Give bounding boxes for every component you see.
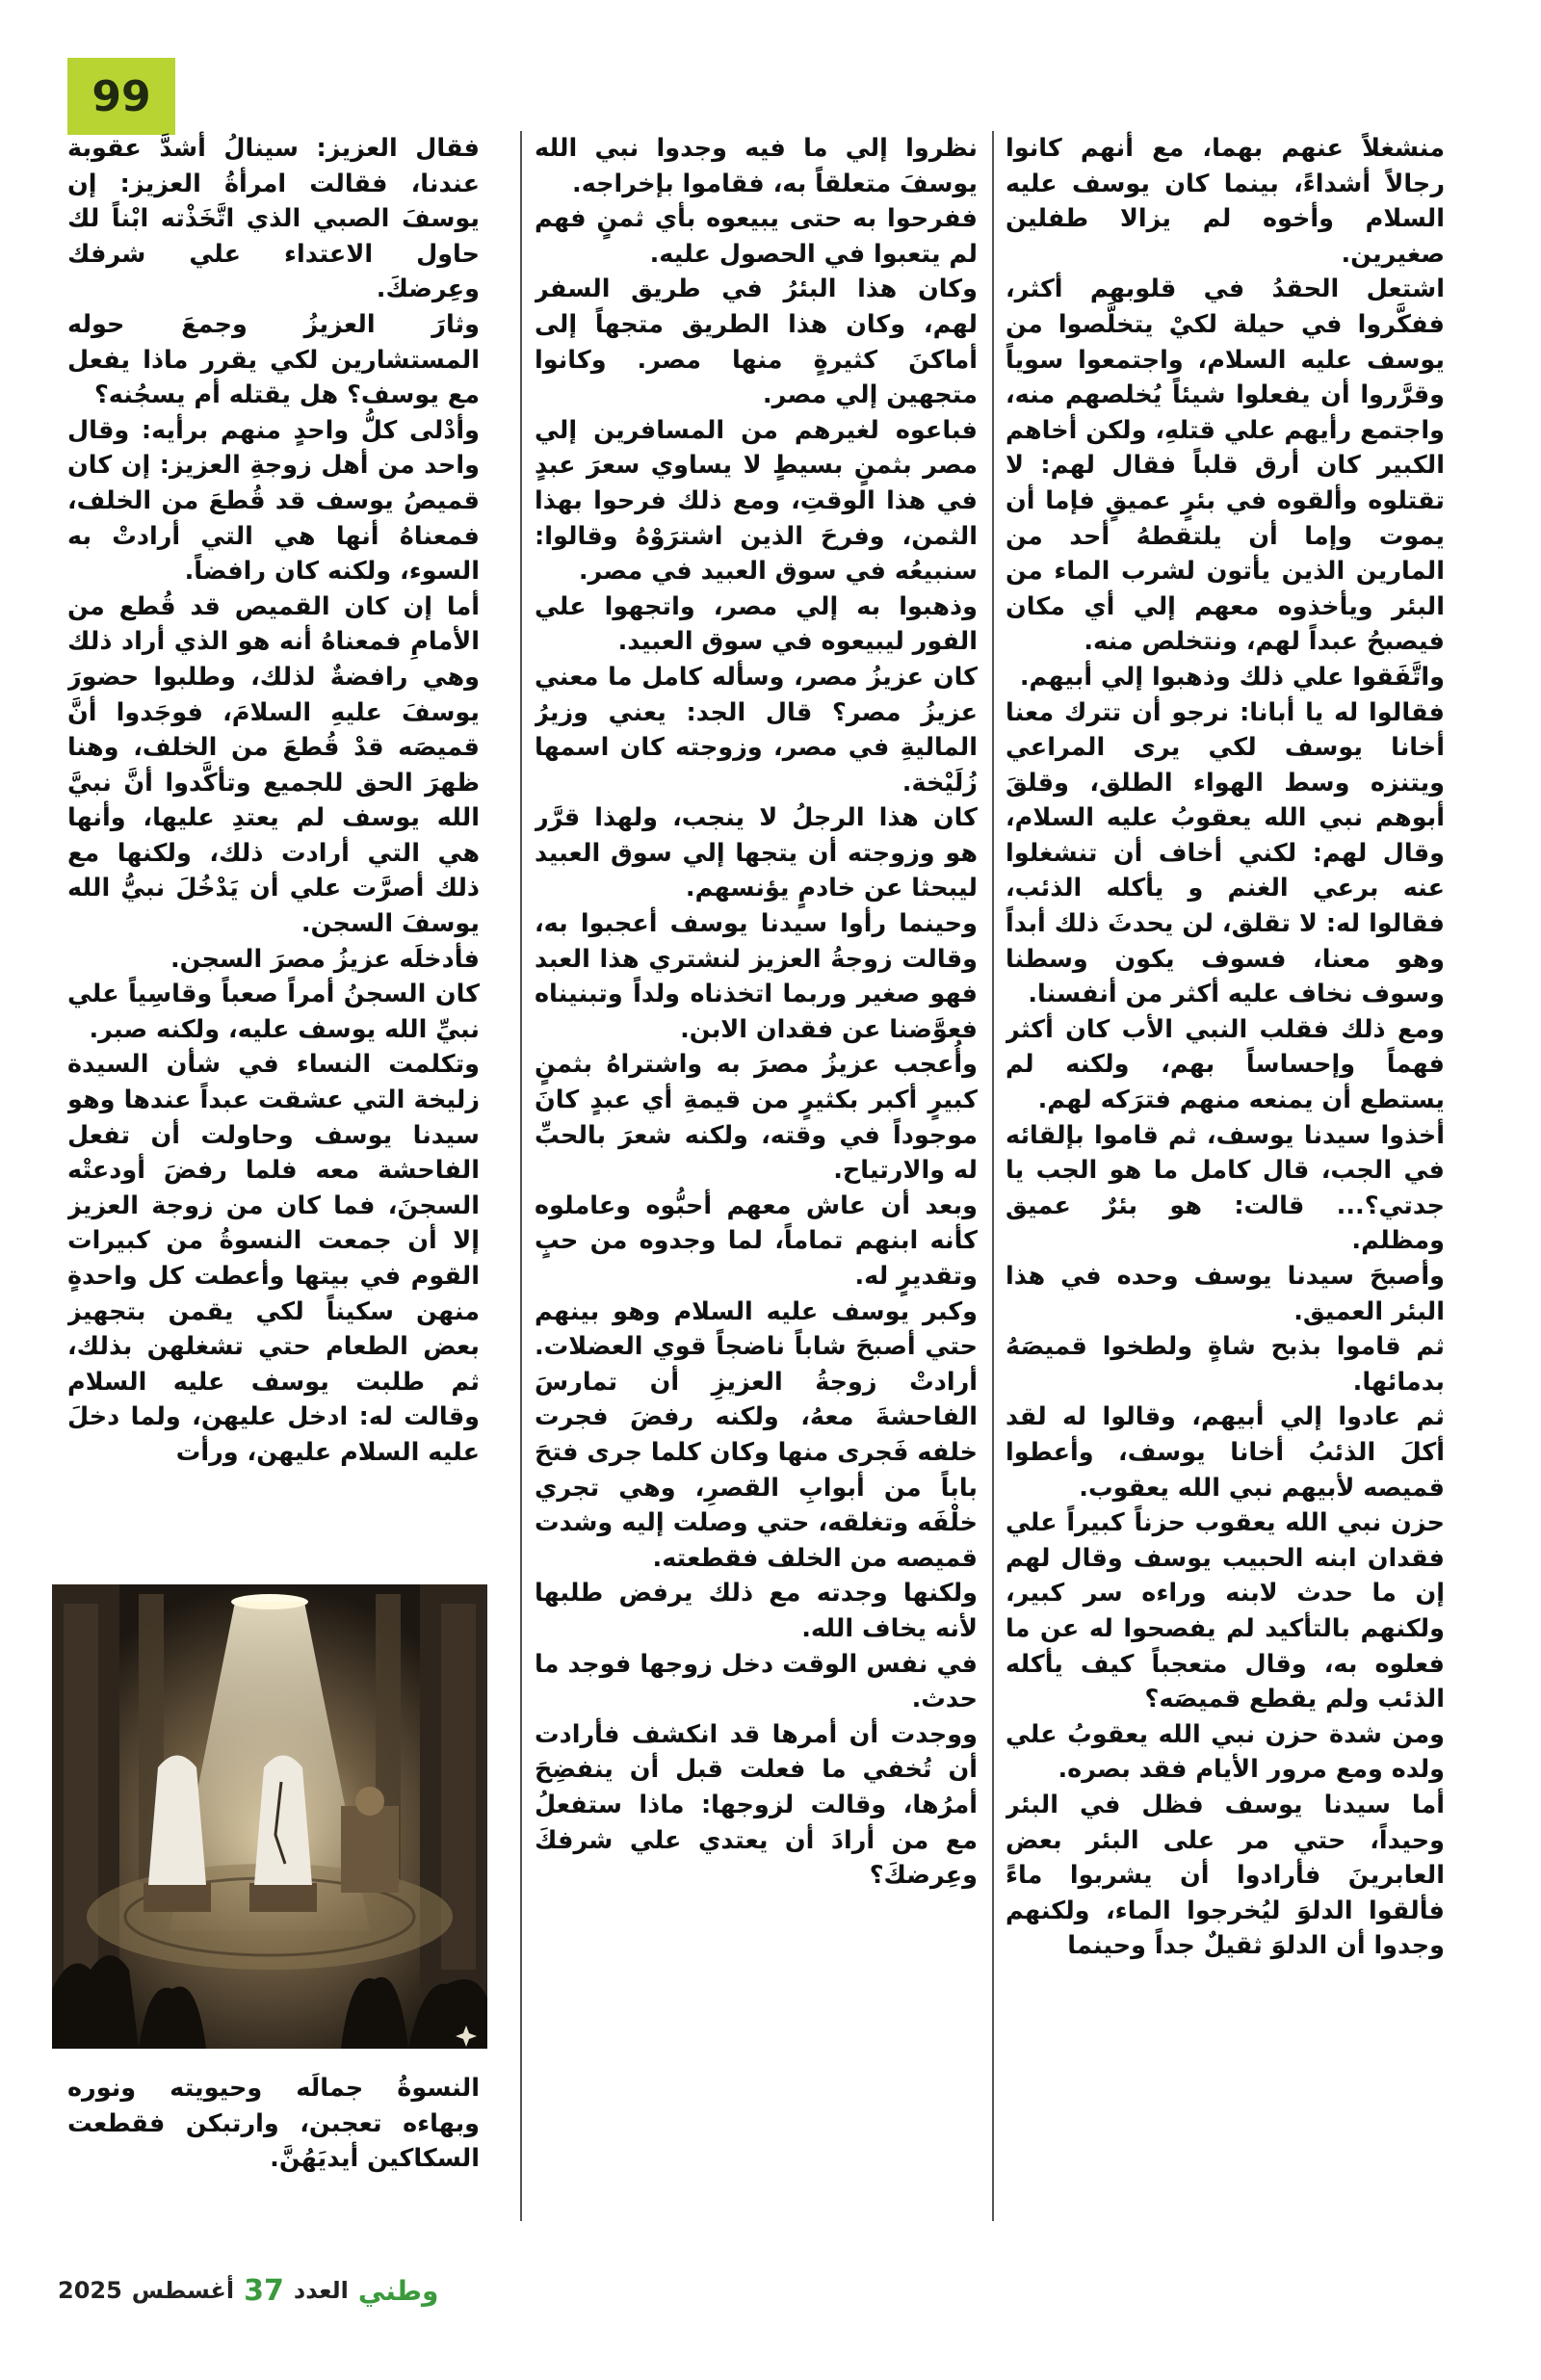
paragraph: كان عزيزُ مصر، وسأله كامل ما معني عزيزُ مصر؟ قال الجد: يعني وزيرُ الماليةِ في مصر، وزوجته كان اسمها زُلَيْخة.	[535, 662, 978, 798]
image-caption	[67, 2071, 480, 2177]
paragraph: واتَّفَقوا علي ذلك وذهبوا إلي أبيهم.	[1019, 662, 1445, 692]
paragraph: وأصبحَ سيدنا يوسف وحده في هذا البئر العميق.	[1006, 1262, 1445, 1326]
page-footer	[58, 2271, 438, 2310]
paragraph: وكان هذا البئرُ في طريق السفر لهم، وكان هذا الطريق متجهاً إلى أماكنَ كثيرةٍ منها مصر. وكانوا متجهين إلي مصر.	[535, 275, 978, 410]
paragraph: وبعد أن عاش معهم أحبُّوه وعاملوه كأنه ابنهم تماماً، لما وجدوه من حبٍ وتقديرٍ له.	[535, 1190, 978, 1291]
paragraph: أما إن كان القميص قد قُطع من الأمامِ فمعناهُ أنه هو الذي أراد ذلك وهي رافضةٌ لذلك، وطلبوا حضورَ يوسفَ عليهِ السلامَ، فوجَدوا أنَّ قميصَه قدْ قُطعَ من الخلف، وهنا ظهرَ الحق للجميع وتأكَّدوا أنَّ نبيَّ الله يوسف لم يعتدِ عليها، وأنها هي التي أرادت ذلك، ولكنها مع ذلك أصرَّت علي أن يَدْخُلَ نبيُّ الله يوسفَ السجن.	[67, 591, 480, 939]
footer-year: 2025	[58, 2277, 122, 2304]
paragraph: نظروا إلي ما فيه وجدوا نبي الله يوسفَ متعلقاً به، فقاموا بإخراجه.	[535, 134, 978, 198]
paragraph: أخذوا سيدنا يوسف، ثم قاموا بإلقائه في الجب، قال كامل ما هو الجب يا جدتي؟... قالت: هو بئرٌ عميق ومظلم.	[1006, 1120, 1445, 1256]
article-column-middle	[535, 131, 978, 2221]
article-column-left	[67, 131, 480, 1682]
paragraph: أما سيدنا يوسف فظل في البئر وحيداً، حتي مر على البئر بعض العابرينَ فأرادوا أن يشربوا ماءً فألقوا الدلوَ ليُخرجوا الماء، ولكنهم وجدوا أن الدلوَ ثقيلٌ جداً وحينما	[1006, 1790, 1445, 1961]
paragraph: فأدخلَه عزيزُ مصرَ السجن.	[170, 944, 480, 974]
illustration-image	[52, 1584, 487, 2049]
caption-text: النسوةُ جمالَه وحيويته ونوره وبهاءه تعجبن، وارتبكن فقطعت السكاكين أيديَهُنَّ.	[67, 2074, 480, 2174]
paragraph: ولكنها وجدته مع ذلك يرفض طلبها لأنه يخاف الله.	[535, 1579, 978, 1643]
paragraph: فقال العزيز: سينالُ أشدَّ عقوبة عندنا، فقالت امرأةُ العزيز: إن يوسفَ الصبي الذي اتَّخَذْته ابْناً لك حاول الاعتداء علي شرفك وعِرضكَ.	[67, 134, 480, 304]
paragraph: ففرحوا به حتى يبيعوه بأي ثمنٍ فهم لم يتعبوا في الحصول عليه.	[535, 204, 978, 269]
paragraph: ثم عادوا إلي أبيهم، وقالوا له لقد أكلَ الذئبُ أخانا يوسف، وأعطوا قميصه لأبيهم نبي الله يعقوب.	[1006, 1402, 1445, 1503]
paragraph: وأدْلى كلُّ واحدٍ منهم برأيه: وقال واحد من أهل زوجةِ العزيز: إن كان قميصُ يوسف قد قُطعَ من الخلف، فمعناهُ أنها هي التي أرادتْ به السوء، ولكنه كان رافضاً.	[67, 415, 480, 587]
paragraph: حزن نبي الله يعقوب حزناً كبيراً علي فقدان ابنه الحبيب يوسف وقال لهم إن ما حدث لابنه وراءه سر كبير، ولكنهم بالتأكيد لم يفصحوا له عن ما فعلوه به، وقال متعجباً كيف يأكله الذئب ولم يقطع قميصَه؟	[1006, 1508, 1445, 1714]
paragraph: كان هذا الرجلُ لا ينجب، ولهذا قرَّر هو وزوجته أن يتجها إلي سوق العبيد ليبحثا عن خادمٍ يؤنسهم.	[535, 803, 978, 903]
footer-logo: وطني	[357, 2274, 439, 2307]
paragraph: كان السجنُ أمراً صعباً وقاسِياً علي نبيِّ الله يوسف عليه، ولكنه صبر.	[67, 980, 480, 1044]
paragraph: وحينما رأوا سيدنا يوسف أعجبوا به، وقالت زوجةُ العزيز لنشتري هذا العبد فهو صغير وربما اتخذناه ولداً وتبنيناه فعوَّضنا عن فقدان الابن.	[535, 909, 978, 1044]
paragraph: ومع ذلك فقلب النبي الأب كان أكثر فهماً وإحساساً بهم، ولكنه لم يستطع أن يمنعه منهم فترَكه لهم.	[1006, 1014, 1445, 1115]
paragraph: فباعوه لغيرهم من المسافرين إلي مصر بثمنٍ بسيطٍ لا يساوي سعرَ عبدٍ في هذا الوقتِ، ومع ذلك فرحوا بهذا الثمن، وفرحَ الذين اشترَوْهُ وقالوا: سنبيعُه في سوق العبيد في مصر.	[535, 415, 978, 587]
page-number: 99	[67, 58, 175, 135]
footer-issue-number: 37	[244, 2273, 284, 2308]
paragraph: وكبر يوسف عليه السلام وهو بينهم حتي أصبحَ شاباً ناضجاً قوي العضلات. أرادتْ زوجةُ العزيزِ أن تمارسَ الفاحشةَ معهُ، ولكنه رفضَ فجرت خلفه فَجرى منها وكان كلما جرى فتحَ باباً من أبوابِ القصرِ، وهي تجري خلْفَه وتغلقه، حتي وصلت إليه وشدت قميصه من الخلف فقطعته.	[535, 1296, 978, 1573]
column-divider	[520, 131, 522, 2221]
paragraph: ثم قاموا بذبح شاةٍ ولطخوا قميصَهُ بدمائها.	[1006, 1332, 1445, 1397]
paragraph: منشغلاً عنهم بهما، مع أنهم كانوا رجالاً أشداءً، بينما كان يوسف عليه السلام وأخوه لم يزالا طفلين صغيرين.	[1006, 134, 1445, 269]
column-divider	[992, 131, 994, 2221]
paragraph: ووجدت أن أمرها قد انكشف فأرادت أن تُخفي ما فعلت قبل أن ينفضِحَ أمرُها، وقالت لزوجها: ماذا ستفعلُ مع من أرادَ أن يعتدي علي شرفكَ وعِرضكَ؟	[535, 1719, 978, 1891]
paragraph: وثارَ العزيزُ وجمعَ حوله المستشارين لكي يقرر ماذا يفعل مع يوسف؟ هل يقتله أم يسجُنه؟	[67, 309, 480, 410]
paragraph: وذهبوا به إلي مصر، واتجهوا علي الفور ليبيعوه في سوق العبيد.	[535, 591, 978, 657]
paragraph: اشتعل الحقدُ في قلوبهم أكثر، ففكَّروا في حيلة لكيْ يتخلَّصوا من يوسف عليه السلام، واجتمعوا سوياً وقرَّروا أن يفعلوا شيئاً يُخلصهم منه، واجتمع رأيهم علي قتلهِ، ولكن أخاهم الكبير كان أرق قلباً فقال لهم: لا تقتلوه وألقوه في بئرٍ عميقٍ فإما أن يموت وإما أن يلتقطهُ أحد من المارين الذين يأتون لشرب الماء من البئر ويأخذوه معهم إلي أي مكان فيصبحُ عبداً لهم، ونتخلص منه.	[1006, 275, 1445, 657]
paragraph: فقالوا له يا أبانا: نرجو أن تترك معنا أخانا يوسف لكي يرى المراعي ويتنزه وسط الهواء الطلق، وقلقَ أبوهم نبي الله يعقوبُ عليه السلام، وقال لهم: لكني أخاف أن تنشغلوا عنه برعي الغنم و يأكله الذئب، فقالوا له: لا تقلق، لن يحدثَ ذلك أبداً وهو معنا، فسوف يكون وسطنا وسوف نخاف عليه أكثر من أنفسنا.	[1006, 697, 1445, 1009]
paragraph: وتكلمت النساء في شأن السيدة زليخة التي عشقت عبداً عندها وهو سيدنا يوسف وحاولت أن تفعل الفاحشة معه فلما رفضَ أودعتْه السجنَ، فما كان من زوجة العزيز إلا أن جمعت النسوةُ من كبيرات القوم في بيتها وأعطت كل واحدةٍ منهن سكيناً لكي يقمن بتجهيز بعض الطعام حتي تشغلهن بذلك، ثم طلبت يوسف عليه السلام وقالت له: ادخل عليهن، ولما دخلَ عليه السلام عليهن، ورأت	[67, 1050, 480, 1467]
paragraph: وأُعجب عزيزُ مصرَ به واشتراهُ بثمنٍ كبيرٍ أكبر بكثيرٍ من قيمةِ أي عبدٍ كانَ موجوداً في وقته، ولكنه شعرَ بالحبِّ له والارتياح.	[535, 1050, 978, 1186]
paragraph: في نفس الوقت دخل زوجها فوجد ما حدث.	[535, 1649, 978, 1714]
article-column-right	[1006, 131, 1445, 2221]
paragraph: ومن شدة حزن نبي الله يعقوبُ علي ولده ومع مرور الأيام فقد بصره.	[1006, 1719, 1445, 1785]
footer-month: أغسطس	[131, 2277, 235, 2304]
footer-issue-label: العدد	[293, 2277, 349, 2304]
